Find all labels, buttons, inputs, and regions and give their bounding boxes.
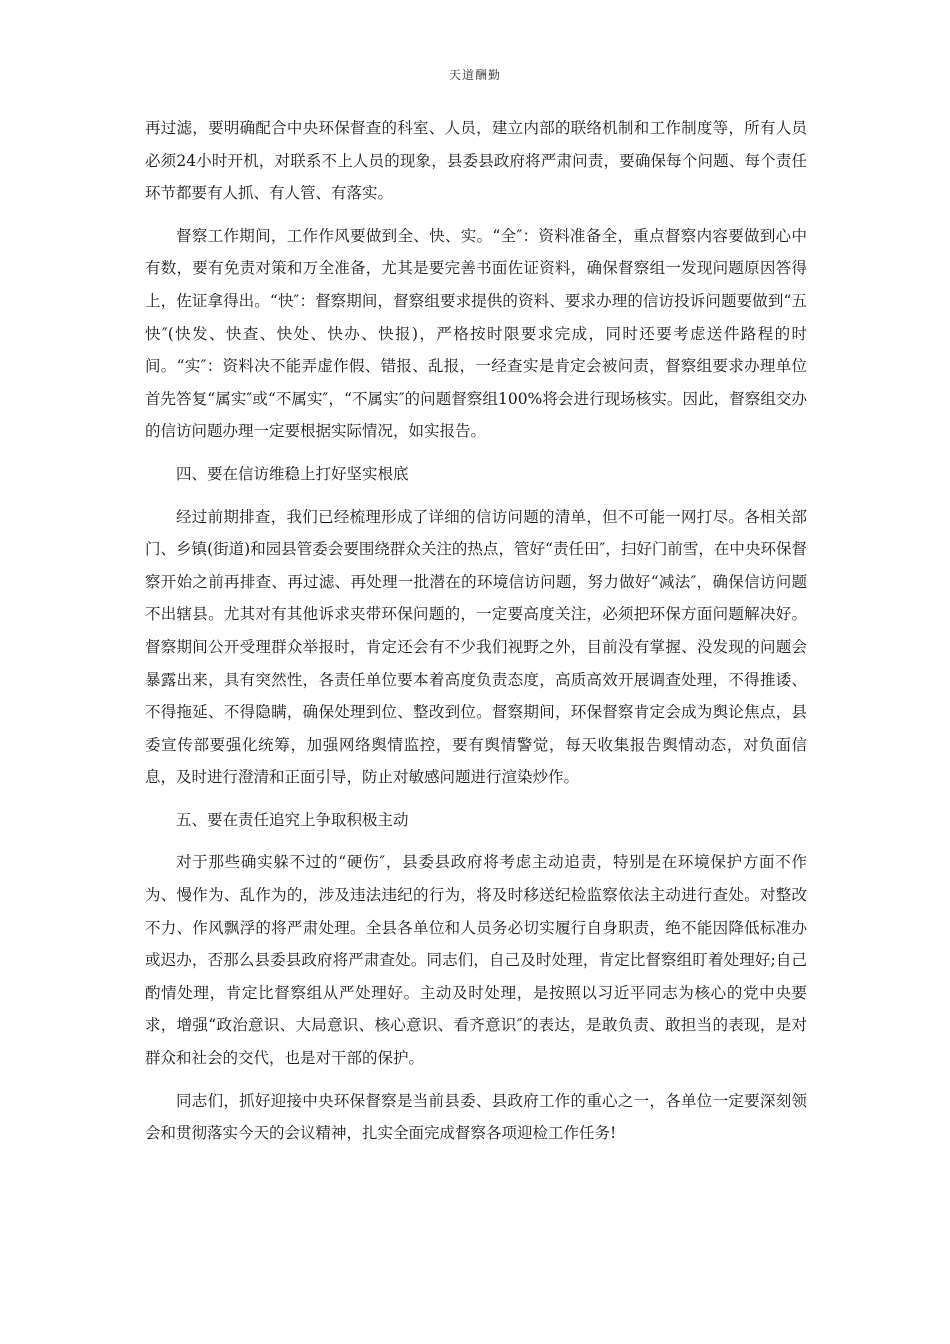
document-body (145, 112, 807, 1150)
section-heading-5: 五、要在责任追究上争取积极主动 (176, 810, 409, 829)
page-header: 天道酬勤 (448, 68, 501, 82)
paragraph-2: 督察工作期间，工作作风要做到全、快、实。“全″：资料准备全，重点督察内容要做到心中有数，要有免责对策和万全准备，尤其是要完善书面佐证资料，确保督察组一发现问题原因答得上，佐证拿得出。“快″：督察期间，督察组要求提供的资料、要求办理的信访投诉问题要做到“五快″(快发、快查、快处、快办、快报)，严格按时限要求完成，同时还要考虑送件路程的时间。“实″：资料决不能弄虚作假、错报、乱报，一经查实是肯定会被问责，督察组要求办理单位首先答复“属实″或“不属实″，“不属实″的问题督察组100%将会进行现场核实。因此，督察组交办的信访问题办理一定要根据实际情况，如实报告。 (145, 226, 807, 441)
paragraph-4: 对于那些确实躲不过的“硬伤″，县委县政府将考虑主动追责，特别是在环境保护方面不作为、慢作为、乱作为的，涉及违法违纪的行为，将及时移送纪检监察依法主动进行查处。对整改不力、作风飘浮的将严肃处理。全县各单位和人员务必切实履行自身职责，绝不能因降低标准办或迟办，否那么县委县政府将严肃查处。同志们，自己及时处理，肯定比督察组盯着处理好;自己酌情处理，肯定比督察组从严处理好。主动及时处理，是按照以习近平同志为核心的党中央要求，增强“政治意识、大局意识、核心意识、看齐意识″的表达，是敢负责、敢担当的表现，是对群众和社会的交代，也是对干部的保护。 (145, 853, 807, 1068)
paragraph-3: 经过前期排查，我们已经梳理形成了详细的信访问题的清单，但不可能一网打尽。各相关部门、乡镇(街道)和园县管委会要围绕群众关注的热点，管好“责任田″，扫好门前雪，在中央环保督察开始之前再排查、再过滤、再处理一批潜在的环境信访问题，努力做好“减法″，确保信访问题不出辖县。尤其对有其他诉求夹带环保问题的，一定要高度关注，必须把环保方面问题解决好。督察期间公开受理群众举报时，肯定还会有不少我们视野之外，目前没有掌握、没发现的问题会暴露出来，具有突然性，各责任单位要本着高度负责态度，高质高效开展调查处理，不得推诿、不得拖延、不得隐瞒，确保处理到位、整改到位。督察期间，环保督察肯定会成为舆论焦点，县委宣传部要强化统筹，加强网络舆情监控，要有舆情警觉，每天收集报告舆情动态，对负面信息，及时进行澄清和正面引导，防止对敏感问题进行渲染炒作。 (145, 507, 807, 787)
section-heading-4: 四、要在信访维稳上打好坚实根底 (176, 464, 409, 483)
paragraph-1: 再过滤，要明确配合中央环保督查的科室、人员，建立内部的联络机制和工作制度等，所有人员必须24小时开机，对联系不上人员的现象，县委县政府将严肃问责，要确保每个问题、每个责任环节都要有人抓、有人管、有落实。 (145, 119, 807, 203)
paragraph-5: 同志们，抓好迎接中央环保督察是当前县委、县政府工作的重心之一，各单位一定要深刻领会和贯彻落实今天的会议精神，扎实全面完成督察各项迎检工作任务! (145, 1091, 807, 1143)
